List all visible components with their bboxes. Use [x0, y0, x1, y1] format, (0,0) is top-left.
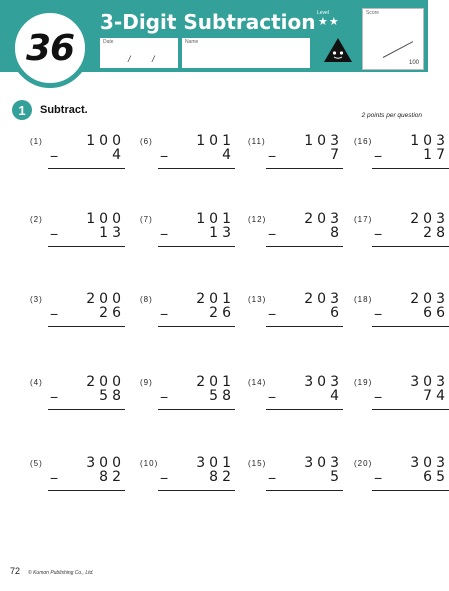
problem-number: (1)	[30, 137, 43, 146]
minuend: 200	[86, 374, 125, 390]
minus-sign: −	[268, 226, 277, 242]
subtrahend: 74	[423, 388, 449, 404]
subtraction-problem[interactable]	[248, 293, 343, 337]
subtrahend: 65	[423, 469, 449, 485]
minuend: 200	[86, 291, 125, 307]
date-slash: /	[152, 54, 155, 64]
minuend: 100	[86, 133, 125, 149]
name-label: Name	[185, 39, 199, 45]
date-label: Date	[103, 39, 114, 45]
minus-sign: −	[160, 470, 169, 486]
subtraction-problem[interactable]	[140, 135, 235, 179]
subtrahend: 8	[330, 225, 343, 241]
minus-sign: −	[50, 306, 59, 322]
minus-sign: −	[374, 470, 383, 486]
minuend: 300	[86, 455, 125, 471]
subtraction-problem[interactable]	[140, 293, 235, 337]
date-slash: /	[128, 54, 131, 64]
minus-sign: −	[268, 470, 277, 486]
minuend: 100	[86, 211, 125, 227]
subtrahend: 4	[330, 388, 343, 404]
subtraction-problem[interactable]	[354, 457, 449, 501]
answer-line	[266, 409, 343, 410]
problem-number: (17)	[354, 215, 373, 224]
minus-sign: −	[374, 226, 383, 242]
answer-line	[48, 326, 125, 327]
answer-line	[158, 326, 235, 327]
section-instruction: Subtract.	[40, 104, 88, 116]
minuend: 103	[304, 133, 343, 149]
subtraction-problem[interactable]	[248, 213, 343, 257]
subtraction-problem[interactable]	[30, 293, 125, 337]
minuend: 303	[304, 374, 343, 390]
answer-line	[48, 490, 125, 491]
problem-number: (13)	[248, 295, 267, 304]
problem-number: (14)	[248, 378, 267, 387]
problem-number: (2)	[30, 215, 43, 224]
minus-sign: −	[160, 306, 169, 322]
minuend: 303	[410, 374, 449, 390]
answer-line	[266, 326, 343, 327]
minus-sign: −	[374, 389, 383, 405]
problem-number: (4)	[30, 378, 43, 387]
minus-sign: −	[268, 148, 277, 164]
level-label: Level	[317, 10, 329, 16]
problem-number: (7)	[140, 215, 153, 224]
minuend: 101	[196, 133, 235, 149]
answer-line	[48, 246, 125, 247]
minuend: 203	[304, 211, 343, 227]
subtrahend: 13	[99, 225, 125, 241]
subtrahend: 28	[423, 225, 449, 241]
level-stars: ★★	[318, 16, 340, 28]
subtrahend: 66	[423, 305, 449, 321]
subtraction-problem[interactable]	[248, 376, 343, 420]
lesson-number: 36	[25, 27, 75, 69]
minuend: 303	[304, 455, 343, 471]
minus-sign: −	[50, 148, 59, 164]
answer-line	[372, 409, 449, 410]
minus-sign: −	[50, 470, 59, 486]
answer-line	[48, 168, 125, 169]
section-number: 1	[12, 100, 32, 120]
minuend: 101	[196, 211, 235, 227]
footer	[10, 566, 94, 576]
score-max: 100	[408, 60, 419, 66]
answer-line	[266, 490, 343, 491]
subtrahend: 7	[330, 147, 343, 163]
subtraction-problem[interactable]	[30, 376, 125, 420]
subtrahend: 82	[209, 469, 235, 485]
minus-sign: −	[50, 389, 59, 405]
problem-number: (5)	[30, 459, 43, 468]
subtraction-problem[interactable]	[140, 376, 235, 420]
problem-number: (19)	[354, 378, 373, 387]
subtrahend: 6	[330, 305, 343, 321]
copyright: © Kumon Publishing Co., Ltd.	[28, 570, 94, 576]
minus-sign: −	[374, 306, 383, 322]
minus-sign: −	[160, 389, 169, 405]
minus-sign: −	[50, 226, 59, 242]
subtrahend: 82	[99, 469, 125, 485]
problem-number: (3)	[30, 295, 43, 304]
problem-number: (9)	[140, 378, 153, 387]
answer-line	[158, 409, 235, 410]
worksheet-title: 3-Digit Subtraction	[100, 10, 316, 34]
problem-number: (10)	[140, 459, 159, 468]
score-slash	[383, 41, 413, 58]
answer-line	[158, 246, 235, 247]
minuend: 203	[410, 211, 449, 227]
minus-sign: −	[160, 226, 169, 242]
subtraction-problem[interactable]	[248, 457, 343, 501]
minuend: 201	[196, 291, 235, 307]
problem-number: (18)	[354, 295, 373, 304]
problem-number: (8)	[140, 295, 153, 304]
subtraction-problem[interactable]	[354, 135, 449, 179]
minuend: 203	[410, 291, 449, 307]
section-heading	[12, 100, 88, 120]
subtraction-problem[interactable]	[354, 213, 449, 257]
answer-line	[372, 490, 449, 491]
minuend: 103	[410, 133, 449, 149]
subtrahend: 58	[99, 388, 125, 404]
lesson-number-badge	[10, 8, 90, 88]
minus-sign: −	[160, 148, 169, 164]
subtraction-problem[interactable]	[354, 376, 449, 420]
subtraction-problem[interactable]	[30, 135, 125, 179]
subtraction-problem[interactable]	[140, 213, 235, 257]
problem-number: (12)	[248, 215, 267, 224]
problem-number: (15)	[248, 459, 267, 468]
page-number: 72	[10, 566, 21, 576]
triangle-mascot-icon	[322, 36, 354, 64]
answer-line	[266, 168, 343, 169]
subtraction-problem[interactable]	[30, 457, 125, 501]
answer-line	[48, 409, 125, 410]
score-label: Score	[366, 10, 380, 16]
problem-number: (11)	[248, 137, 266, 146]
answer-line	[158, 490, 235, 491]
subtrahend: 4	[112, 147, 125, 163]
problem-number: (6)	[140, 137, 153, 146]
minuend: 203	[304, 291, 343, 307]
answer-line	[372, 326, 449, 327]
subtrahend: 13	[209, 225, 235, 241]
answer-line	[158, 168, 235, 169]
answer-line	[266, 246, 343, 247]
problem-number: (20)	[354, 459, 373, 468]
points-note: 2 points per question	[361, 112, 422, 119]
subtraction-problem[interactable]	[140, 457, 235, 501]
minuend: 201	[196, 374, 235, 390]
problem-number: (16)	[354, 137, 373, 146]
minuend: 301	[196, 455, 235, 471]
subtrahend: 5	[330, 469, 343, 485]
header-banner	[0, 0, 428, 72]
subtrahend: 26	[99, 305, 125, 321]
subtrahend: 26	[209, 305, 235, 321]
subtrahend: 17	[423, 147, 449, 163]
subtrahend: 4	[222, 147, 235, 163]
score-field[interactable]	[362, 8, 424, 70]
answer-line	[372, 246, 449, 247]
minus-sign: −	[374, 148, 383, 164]
subtrahend: 58	[209, 388, 235, 404]
minus-sign: −	[268, 389, 277, 405]
subtraction-problem[interactable]	[354, 293, 449, 337]
minuend: 303	[410, 455, 449, 471]
subtraction-problem[interactable]	[248, 135, 343, 179]
minus-sign: −	[268, 306, 277, 322]
subtraction-problem[interactable]	[30, 213, 125, 257]
answer-line	[372, 168, 449, 169]
name-field[interactable]	[182, 38, 310, 68]
date-field[interactable]	[100, 38, 178, 68]
